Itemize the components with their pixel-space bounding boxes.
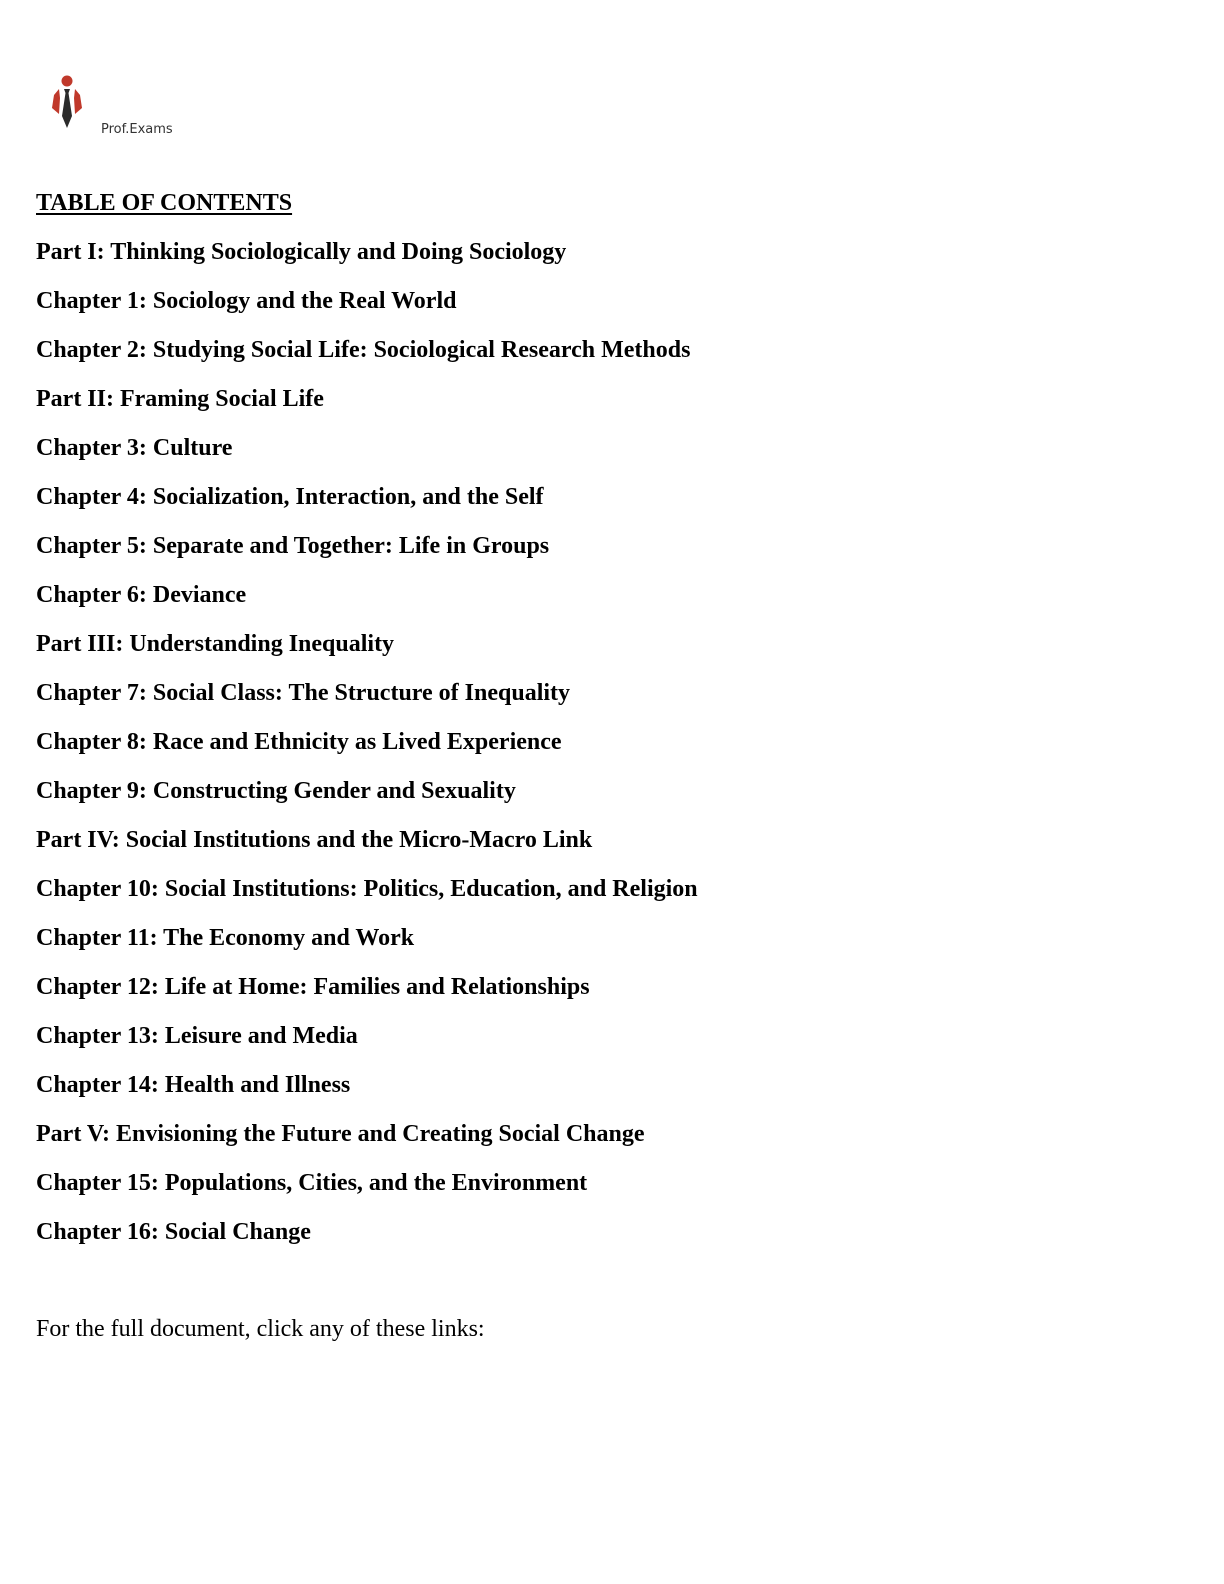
toc-item-chapter-7: Chapter 7: Social Class: The Structure of Inequality <box>36 680 571 706</box>
brand-logo <box>46 74 196 144</box>
toc-item-part-4: Part IV: Social Institutions and the Micro-Macro Link <box>36 827 593 853</box>
toc-item-chapter-4: Chapter 4: Socialization, Interaction, and the Self <box>36 484 544 510</box>
toc-item-chapter-16: Chapter 16: Social Change <box>36 1219 311 1245</box>
toc-item-part-1: Part I: Thinking Sociologically and Doing Sociology <box>36 239 567 265</box>
toc-item-chapter-5: Chapter 5: Separate and Together: Life in Groups <box>36 533 550 559</box>
toc-heading: TABLE OF CONTENTS <box>36 190 293 216</box>
toc-list <box>36 237 1186 1266</box>
toc-item-chapter-10: Chapter 10: Social Institutions: Politics, Education, and Religion <box>36 876 698 902</box>
toc-item-part-2: Part II: Framing Social Life <box>36 386 324 412</box>
toc-item-part-3: Part III: Understanding Inequality <box>36 631 395 657</box>
toc-item-chapter-1: Chapter 1: Sociology and the Real World <box>36 288 457 314</box>
brand-name: Prof.Exams <box>101 122 173 137</box>
toc-item-chapter-11: Chapter 11: The Economy and Work <box>36 925 415 951</box>
toc-item-chapter-3: Chapter 3: Culture <box>36 435 233 461</box>
toc-item-part-5: Part V: Envisioning the Future and Creating Social Change <box>36 1121 645 1147</box>
toc-item-chapter-14: Chapter 14: Health and Illness <box>36 1072 351 1098</box>
toc-item-chapter-6: Chapter 6: Deviance <box>36 582 247 608</box>
toc-item-chapter-12: Chapter 12: Life at Home: Families and Relationships <box>36 974 590 1000</box>
necktie-person-icon <box>46 74 88 132</box>
table-of-contents <box>36 188 1186 1266</box>
toc-item-chapter-9: Chapter 9: Constructing Gender and Sexuality <box>36 778 516 804</box>
toc-item-chapter-8: Chapter 8: Race and Ethnicity as Lived Experience <box>36 729 562 755</box>
toc-item-chapter-2: Chapter 2: Studying Social Life: Sociological Research Methods <box>36 337 691 363</box>
toc-item-chapter-15: Chapter 15: Populations, Cities, and the Environment <box>36 1170 588 1196</box>
toc-item-chapter-13: Chapter 13: Leisure and Media <box>36 1023 358 1049</box>
full-document-note: For the full document, click any of these links: <box>36 1316 485 1342</box>
